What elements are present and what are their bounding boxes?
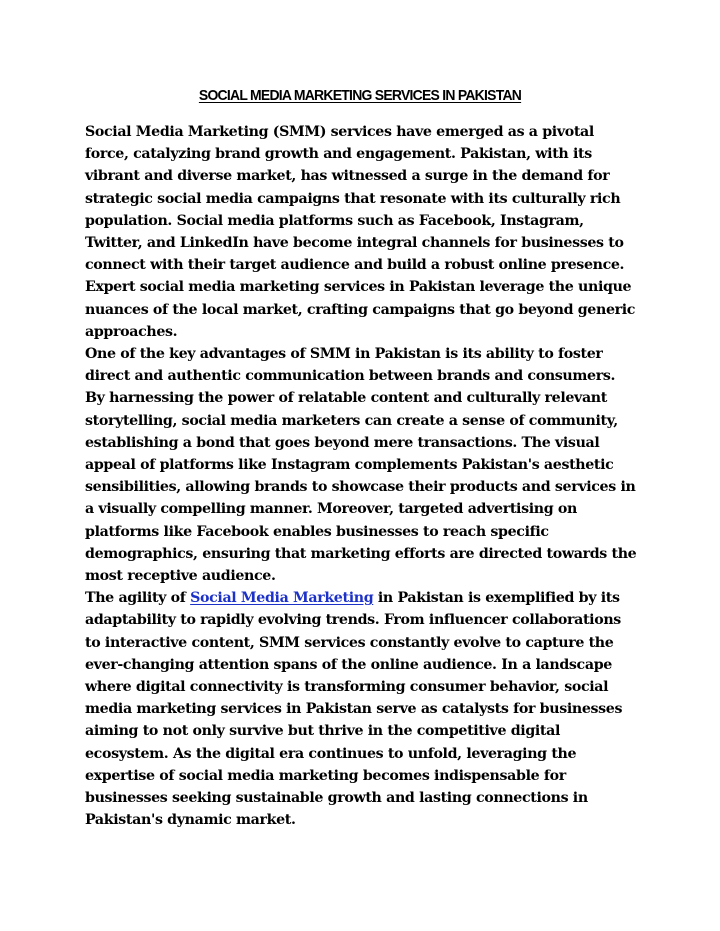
paragraph-agility-start: The agility of bbox=[85, 590, 191, 607]
paragraph-intro bbox=[85, 121, 637, 343]
paragraph-advantages-block bbox=[85, 343, 637, 831]
paragraph-advantages-text: One of the key advantages of SMM in Pakistan is its ability to foster direct and authentic communication between brands and consumers. By harnessing the power of relatable content and culturally relevant storytelling, social media marketers can create a sense of community, establishing a bond that goes beyond mere transactions. The visual appeal of platforms like Instagram complements Pakistan's aesthetic sensibilities, allowing brands to showcase their products and services in a visually compelling manner. Moreover, targeted advertising on platforms like Facebook enables businesses to reach specific demographics, ensuring that marketing efforts are directed towards the most receptive audience. bbox=[85, 346, 637, 585]
paragraph-intro-text: Social Media Marketing (SMM) services have emerged as a pivotal force, catalyzing brand growth and engagement. Pakistan, with its vibrant and diverse market, has witnessed a surge in the demand for strategic social media campaigns that resonate with its culturally rich population. Social media platforms such as Facebook, Instagram, Twitter, and LinkedIn have become integral channels for businesses to connect with their target audience and build a robust online presence. Expert social media marketing services in Pakistan leverage the unique nuances of the local market, crafting campaigns that go beyond generic approaches. bbox=[85, 124, 636, 340]
paragraph-agility-rest: in Pakistan is exemplified by its adaptability to rapidly evolving trends. From influencer collaborations to interactive content, SMM services constantly evolve to capture the ever-changing attention spans of the online audience. In a landscape where digital connectivity is transforming consumer behavior, social media marketing services in Pakistan serve as catalysts for businesses aiming to not only survive but thrive in the competitive digital ecosystem. As the digital era continues to unfold, leveraging the expertise of social media marketing becomes indispensable for businesses seeking sustainable growth and lasting connections in Pakistan's dynamic market. bbox=[85, 590, 623, 829]
social-media-marketing-link[interactable]: Social Media Marketing bbox=[190, 590, 374, 607]
paragraph-agility bbox=[85, 587, 637, 831]
document-title: SOCIAL MEDIA MARKETING SERVICES IN PAKISTAN bbox=[198, 87, 522, 104]
